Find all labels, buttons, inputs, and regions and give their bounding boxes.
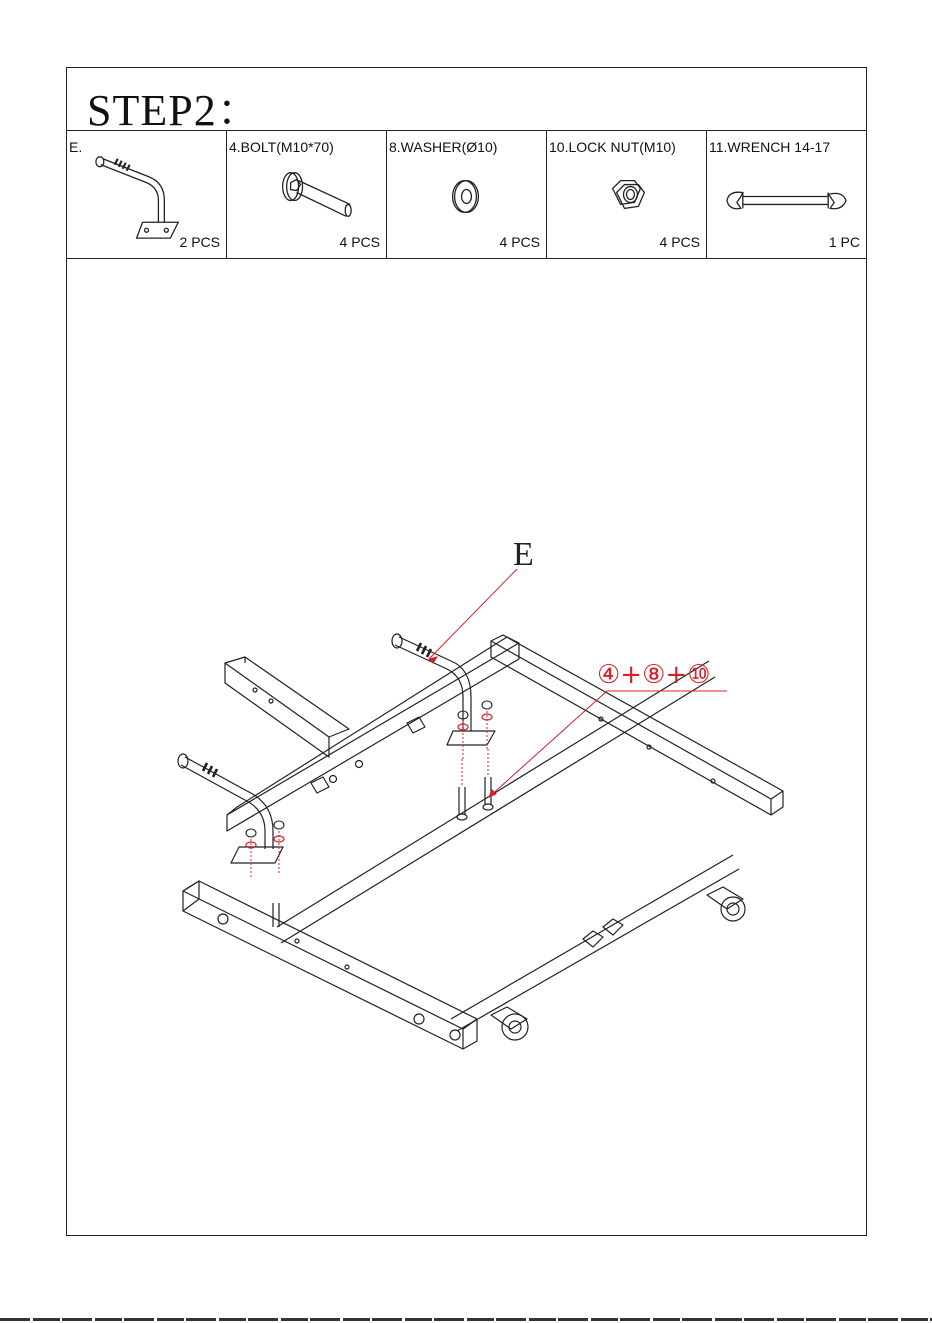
step-title: STEP2： <box>87 86 262 135</box>
part-quantity: 4 PCS <box>339 234 380 250</box>
assembly-diagram <box>67 259 866 1235</box>
title-row <box>67 68 866 135</box>
instruction-sheet <box>66 67 867 1236</box>
part-name: E. <box>69 139 83 155</box>
page-edge-stripe <box>0 1318 932 1321</box>
rear-crossbar <box>225 657 349 737</box>
assembly-drawing <box>67 259 868 1235</box>
front-cross-rail <box>227 637 519 815</box>
part-cell-bolt <box>227 131 387 258</box>
handle-right <box>392 634 495 745</box>
part-quantity: 4 PCS <box>499 234 540 250</box>
part-name: 8.WASHER(Ø10) <box>389 139 498 155</box>
callout-fasteners-label: ④+⑧+⑩ <box>597 660 711 690</box>
callout-e-label: E <box>513 536 534 573</box>
part-name: 10.LOCK NUT(M10) <box>549 139 676 155</box>
part-cell-wrench <box>707 131 866 258</box>
part-cell-lock-nut <box>547 131 707 258</box>
left-rail <box>183 881 477 1029</box>
handle-left <box>178 754 283 863</box>
part-cell-e <box>67 131 227 258</box>
callout-e-leader <box>429 569 517 659</box>
parts-list <box>67 131 866 259</box>
part-name: 4.BOLT(M10*70) <box>229 139 334 155</box>
part-cell-washer <box>387 131 547 258</box>
part-quantity: 1 PC <box>828 234 860 250</box>
part-name: 11.WRENCH 14-17 <box>709 139 831 155</box>
part-quantity: 2 PCS <box>179 234 220 250</box>
part-quantity: 4 PCS <box>659 234 700 250</box>
